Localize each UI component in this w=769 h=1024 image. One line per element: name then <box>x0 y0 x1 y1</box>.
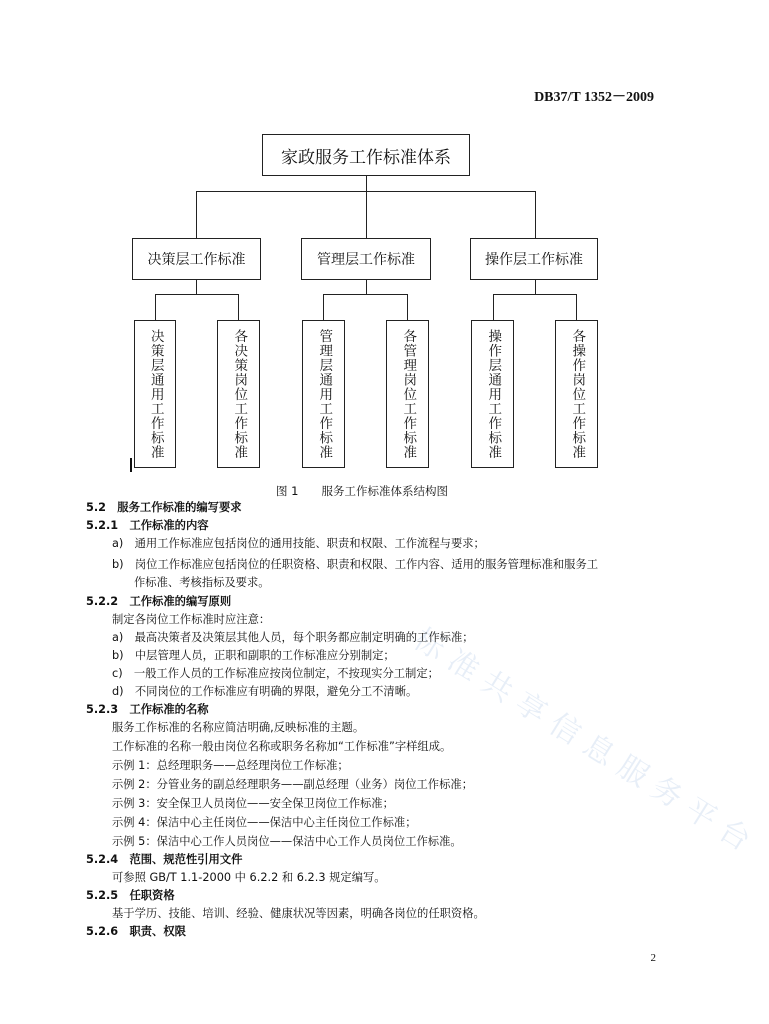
list-item: a) 最高决策者及决策层其他人员，每个职务都应制定明确的工作标准； <box>112 631 474 644</box>
connector-line <box>366 280 367 294</box>
chart-root-label: 家政服务工作标准体系 <box>281 147 451 168</box>
example-line: 示例 1：总经理职务——总经理岗位工作标准； <box>112 759 349 772</box>
connector-line <box>366 191 367 238</box>
section-heading: 5.2.1 工作标准的内容 <box>86 519 209 532</box>
leaf-label: 各管理岗位工作标准 <box>400 328 417 460</box>
connector-line <box>576 294 577 320</box>
org-chart <box>0 0 724 480</box>
section-heading: 5.2 服务工作标准的编写要求 <box>86 501 242 514</box>
chart-root-box <box>262 134 470 176</box>
leaf-box <box>471 320 514 468</box>
list-item: a) 通用工作标准应包括岗位的通用技能、职责和权限、工作流程与要求； <box>112 537 485 550</box>
leaf-box <box>134 320 176 468</box>
connector-line <box>407 294 408 320</box>
leaf-label: 决策层通用工作标准 <box>147 328 164 460</box>
paragraph: 服务工作标准的名称应简洁明确,反映标准的主题。 <box>112 721 365 734</box>
list-item-continuation: 作标准、考核指标及要求。 <box>134 576 270 589</box>
level2-label: 决策层工作标准 <box>147 252 246 268</box>
paragraph: 可参照 GB/T 1.1-2000 中 6.2.2 和 6.2.3 规定编写。 <box>112 871 386 884</box>
paragraph: 基于学历、技能、培训、经验、健康状况等因素，明确各岗位的任职资格。 <box>112 907 485 920</box>
paragraph: 制定各岗位工作标准时应注意： <box>112 613 271 626</box>
section-heading: 5.2.5 任职资格 <box>86 889 175 902</box>
leaf-label: 各决策岗位工作标准 <box>231 328 248 460</box>
paragraph: 工作标准的名称一般由岗位名称或职务名称加“工作标准”字样组成。 <box>112 740 452 753</box>
connector-line <box>493 294 494 320</box>
example-line: 示例 3：安全保卫人员岗位——安全保卫岗位工作标准； <box>112 797 394 810</box>
list-item: b) 中层管理人员，正职和副职的工作标准应分别制定； <box>112 649 395 662</box>
section-heading: 5.2.6 职责、权限 <box>86 925 186 938</box>
connector-line <box>196 280 197 294</box>
leaf-box <box>386 320 429 468</box>
connector-line <box>323 294 408 295</box>
connector-line <box>196 191 197 238</box>
example-line: 示例 4：保洁中心主任岗位——保洁中心主任岗位工作标准； <box>112 816 417 829</box>
document-code: DB37/T 1352－2009 <box>534 90 654 105</box>
connector-line <box>535 191 536 238</box>
connector-line <box>155 294 156 320</box>
connector-line <box>493 294 577 295</box>
list-item: b) 岗位工作标准应包括岗位的任职资格、职责和权限、工作内容、适用的服务管理标准和服务工 <box>112 558 599 571</box>
watermark: 标准共享信息服务平台 <box>407 621 765 864</box>
section-heading: 5.2.2 工作标准的编写原则 <box>86 595 232 608</box>
connector-line <box>323 294 324 320</box>
level2-box-operation <box>470 238 598 280</box>
section-heading: 5.2.3 工作标准的名称 <box>86 703 209 716</box>
figure-caption: 图 1 服务工作标准体系结构图 <box>276 484 448 498</box>
leaf-label: 管理层通用工作标准 <box>316 328 333 460</box>
leaf-box <box>302 320 345 468</box>
level2-box-management <box>301 238 431 280</box>
example-line: 示例 2：分管业务的副总经理职务——副总经理（业务）岗位工作标准； <box>112 778 473 791</box>
connector-line <box>535 280 536 294</box>
connector-line <box>366 176 367 192</box>
leaf-box <box>555 320 598 468</box>
connector-line <box>155 294 239 295</box>
section-heading: 5.2.4 范围、规范性引用文件 <box>86 853 243 866</box>
leaf-label: 各操作岗位工作标准 <box>569 328 586 460</box>
level2-label: 管理层工作标准 <box>317 252 415 268</box>
leaf-label: 操作层通用工作标准 <box>485 328 502 460</box>
level2-box-decision <box>132 238 261 280</box>
text-cursor <box>130 458 132 472</box>
list-item: d) 不同岗位的工作标准应有明确的界限，避免分工不清晰。 <box>112 685 418 698</box>
leaf-box <box>217 320 260 468</box>
connector-line <box>238 294 239 320</box>
list-item: c) 一般工作人员的工作标准应按岗位制定，不按现实分工制定； <box>112 667 439 680</box>
level2-label: 操作层工作标准 <box>485 252 583 268</box>
page-number: 2 <box>650 952 656 964</box>
example-line: 示例 5：保洁中心工作人员岗位——保洁中心工作人员岗位工作标准。 <box>112 835 462 848</box>
